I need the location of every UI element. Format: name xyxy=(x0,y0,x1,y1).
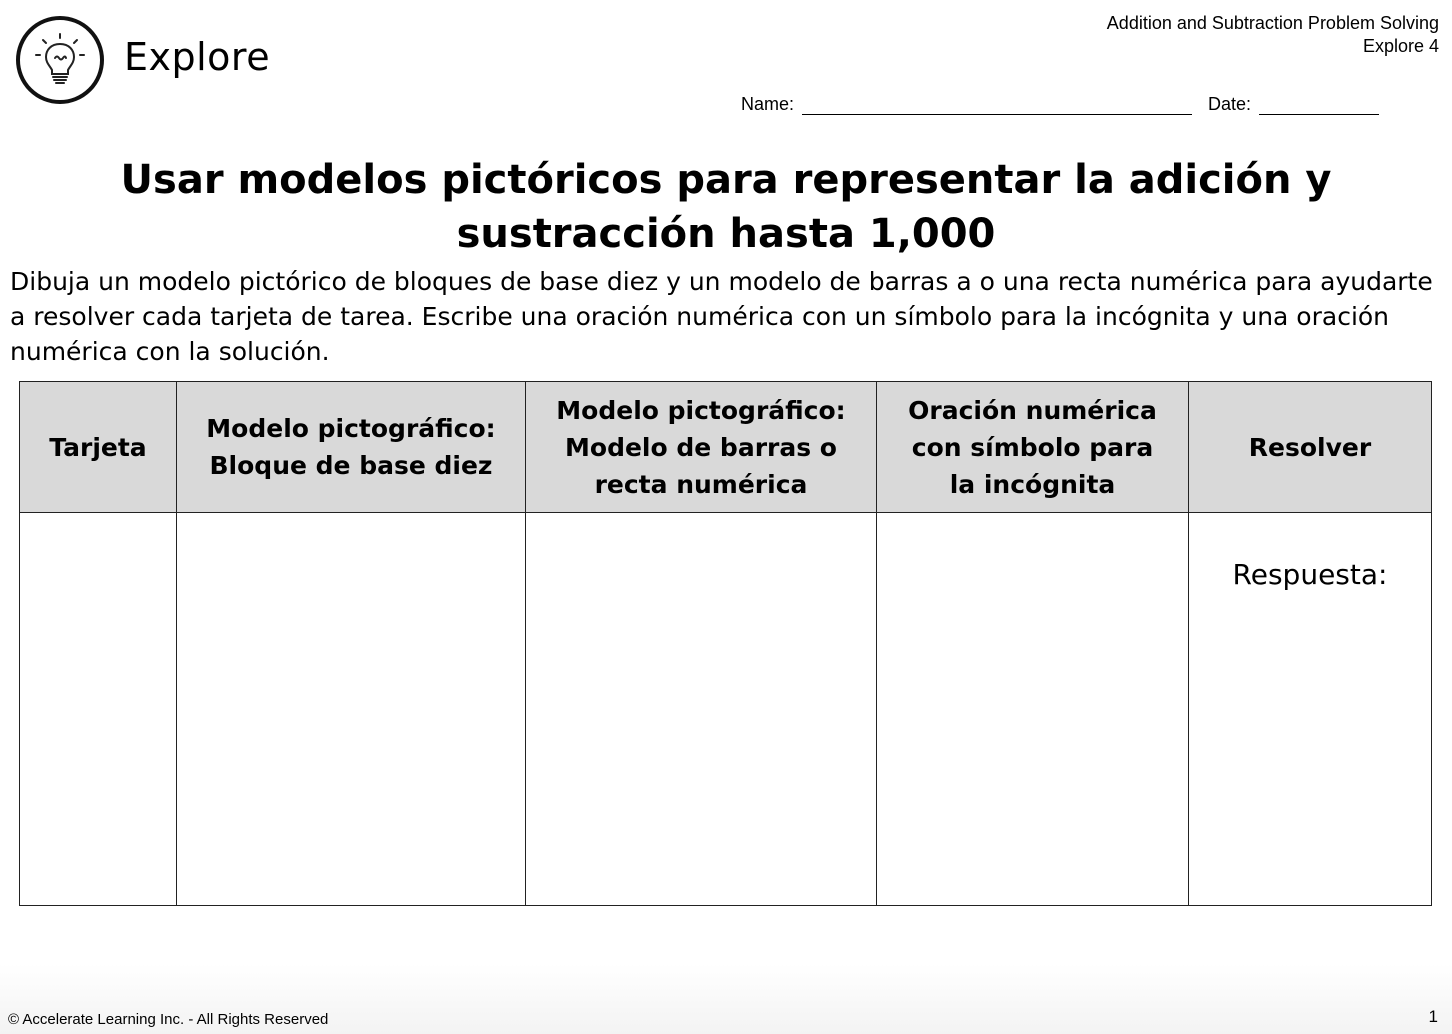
table-header-row xyxy=(20,382,1432,513)
answer-label: Respuesta: xyxy=(1232,558,1388,591)
title-line-1: Usar modelos pictóricos para representar la adición y xyxy=(120,157,1332,203)
header-line: recta numérica xyxy=(594,469,808,499)
header-line: Modelo pictográfico: xyxy=(556,395,846,425)
course-title: Addition and Subtraction Problem Solving xyxy=(1106,13,1439,33)
copyright: © Accelerate Learning Inc. - All Rights Reserved xyxy=(8,1011,329,1028)
date-label: Date: xyxy=(1208,94,1252,114)
header-base-ten-model xyxy=(177,382,526,513)
task-table xyxy=(19,381,1432,906)
lightbulb-icon xyxy=(16,16,104,104)
header-line: Resolver xyxy=(1248,432,1372,462)
cell-bar-model[interactable] xyxy=(526,513,877,906)
page-number: 1 xyxy=(1428,1007,1438,1026)
explore-logo xyxy=(16,16,270,104)
name-label: Name: xyxy=(741,94,795,114)
header-bar-model xyxy=(526,382,877,513)
cell-number-sentence[interactable] xyxy=(877,513,1189,906)
header-line: Bloque de base diez xyxy=(209,451,493,480)
header-line: Modelo de barras o xyxy=(565,432,837,462)
name-field[interactable] xyxy=(802,96,1192,115)
page-title xyxy=(0,153,1452,261)
header-line: Modelo pictográfico: xyxy=(206,414,496,443)
name-date-row xyxy=(741,94,1379,115)
header-resolver xyxy=(1189,382,1432,513)
header-line: con símbolo para xyxy=(911,432,1154,462)
header-info xyxy=(1107,12,1439,58)
cell-tarjeta[interactable] xyxy=(20,513,177,906)
instructions: Dibuja un modelo pictórico de bloques de base diez y un modelo de barras a o una recta numérica para ayudarte a resolver cada tarjeta de tarea. Escribe una oración numérica con un símbolo para la incógnita y una oración numérica con la solución. xyxy=(10,267,1433,366)
title-line-2: sustracción hasta 1,000 xyxy=(456,211,996,257)
header-line: Tarjeta xyxy=(49,432,147,462)
date-field[interactable] xyxy=(1259,96,1379,115)
cell-base-ten-model[interactable] xyxy=(177,513,526,906)
header-tarjeta xyxy=(20,382,177,513)
header-line: la incógnita xyxy=(949,469,1116,499)
header-number-sentence xyxy=(877,382,1189,513)
cell-resolver[interactable] xyxy=(1189,513,1432,906)
table-row xyxy=(20,513,1432,906)
section-label: Explore 4 xyxy=(1362,36,1439,56)
header-line: Oración numérica xyxy=(908,395,1157,425)
explore-label: Explore xyxy=(124,35,271,79)
